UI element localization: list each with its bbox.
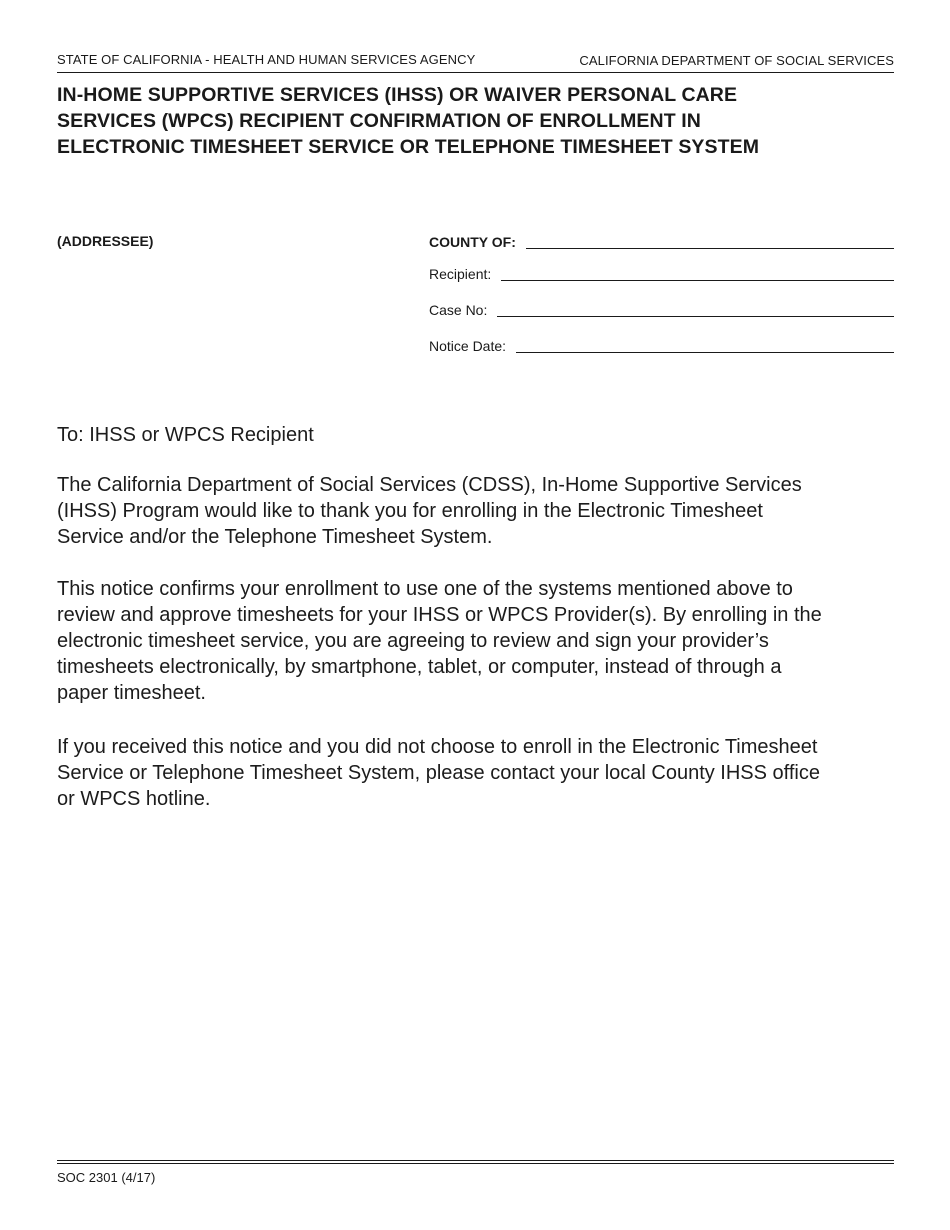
paragraph-line: (IHSS) Program would like to thank you for enrolling in the Electronic Timesheet xyxy=(57,500,763,522)
recipient-field xyxy=(429,262,894,282)
salutation-text: To: IHSS or WPCS Recipient xyxy=(57,424,314,446)
department-header: CALIFORNIA DEPARTMENT OF SOCIAL SERVICES xyxy=(579,53,894,68)
paragraph-confirmation xyxy=(57,576,902,706)
paragraph-line: Service or Telephone Timesheet System, please contact your local County IHSS office xyxy=(57,762,820,784)
recipient-label: Recipient: xyxy=(429,266,492,282)
case-number-label: Case No: xyxy=(429,302,488,318)
recipient-input-line[interactable] xyxy=(501,268,894,281)
paragraph-thank-you xyxy=(57,472,902,550)
county-input-line[interactable] xyxy=(526,236,894,249)
footer-divider xyxy=(57,1160,894,1164)
county-field xyxy=(429,230,894,250)
paragraph-contact xyxy=(57,734,902,812)
paragraph-line: Service and/or the Telephone Timesheet System. xyxy=(57,526,493,548)
salutation xyxy=(57,422,902,448)
notice-date-field xyxy=(429,334,894,354)
form-title-line: SERVICES (WPCS) RECIPIENT CONFIRMATION OF ENROLLMENT IN xyxy=(57,110,701,132)
form-number: SOC 2301 (4/17) xyxy=(57,1170,156,1185)
paragraph-line: The California Department of Social Services (CDSS), In-Home Supportive Services xyxy=(57,474,802,496)
agency-header: STATE OF CALIFORNIA - HEALTH AND HUMAN SERVICES AGENCY xyxy=(57,52,476,67)
notice-date-label: Notice Date: xyxy=(429,338,507,354)
paragraph-line: If you received this notice and you did not choose to enroll in the Electronic Timesheet xyxy=(57,736,818,758)
county-label: COUNTY OF: xyxy=(429,234,516,250)
form-title-line: ELECTRONIC TIMESHEET SERVICE OR TELEPHONE TIMESHEET SYSTEM xyxy=(57,136,760,158)
form-title-line: IN-HOME SUPPORTIVE SERVICES (IHSS) OR WAIVER PERSONAL CARE xyxy=(57,84,738,106)
paragraph-line: paper timesheet. xyxy=(57,682,206,704)
paragraph-line: or WPCS hotline. xyxy=(57,788,211,810)
paragraph-line: timesheets electronically, by smartphone, tablet, or computer, instead of through a xyxy=(57,656,782,678)
addressee-label: (ADDRESSEE) xyxy=(57,233,154,249)
case-number-input-line[interactable] xyxy=(497,304,894,317)
case-number-field xyxy=(429,298,894,318)
paragraph-line: review and approve timesheets for your IHSS or WPCS Provider(s). By enrolling in the xyxy=(57,604,822,626)
paragraph-line: electronic timesheet service, you are agreeing to review and sign your provider’s xyxy=(57,630,769,652)
paragraph-line: This notice confirms your enrollment to use one of the systems mentioned above to xyxy=(57,578,793,600)
notice-date-input-line[interactable] xyxy=(516,340,894,353)
form-title xyxy=(57,82,897,160)
header-divider xyxy=(57,72,894,73)
